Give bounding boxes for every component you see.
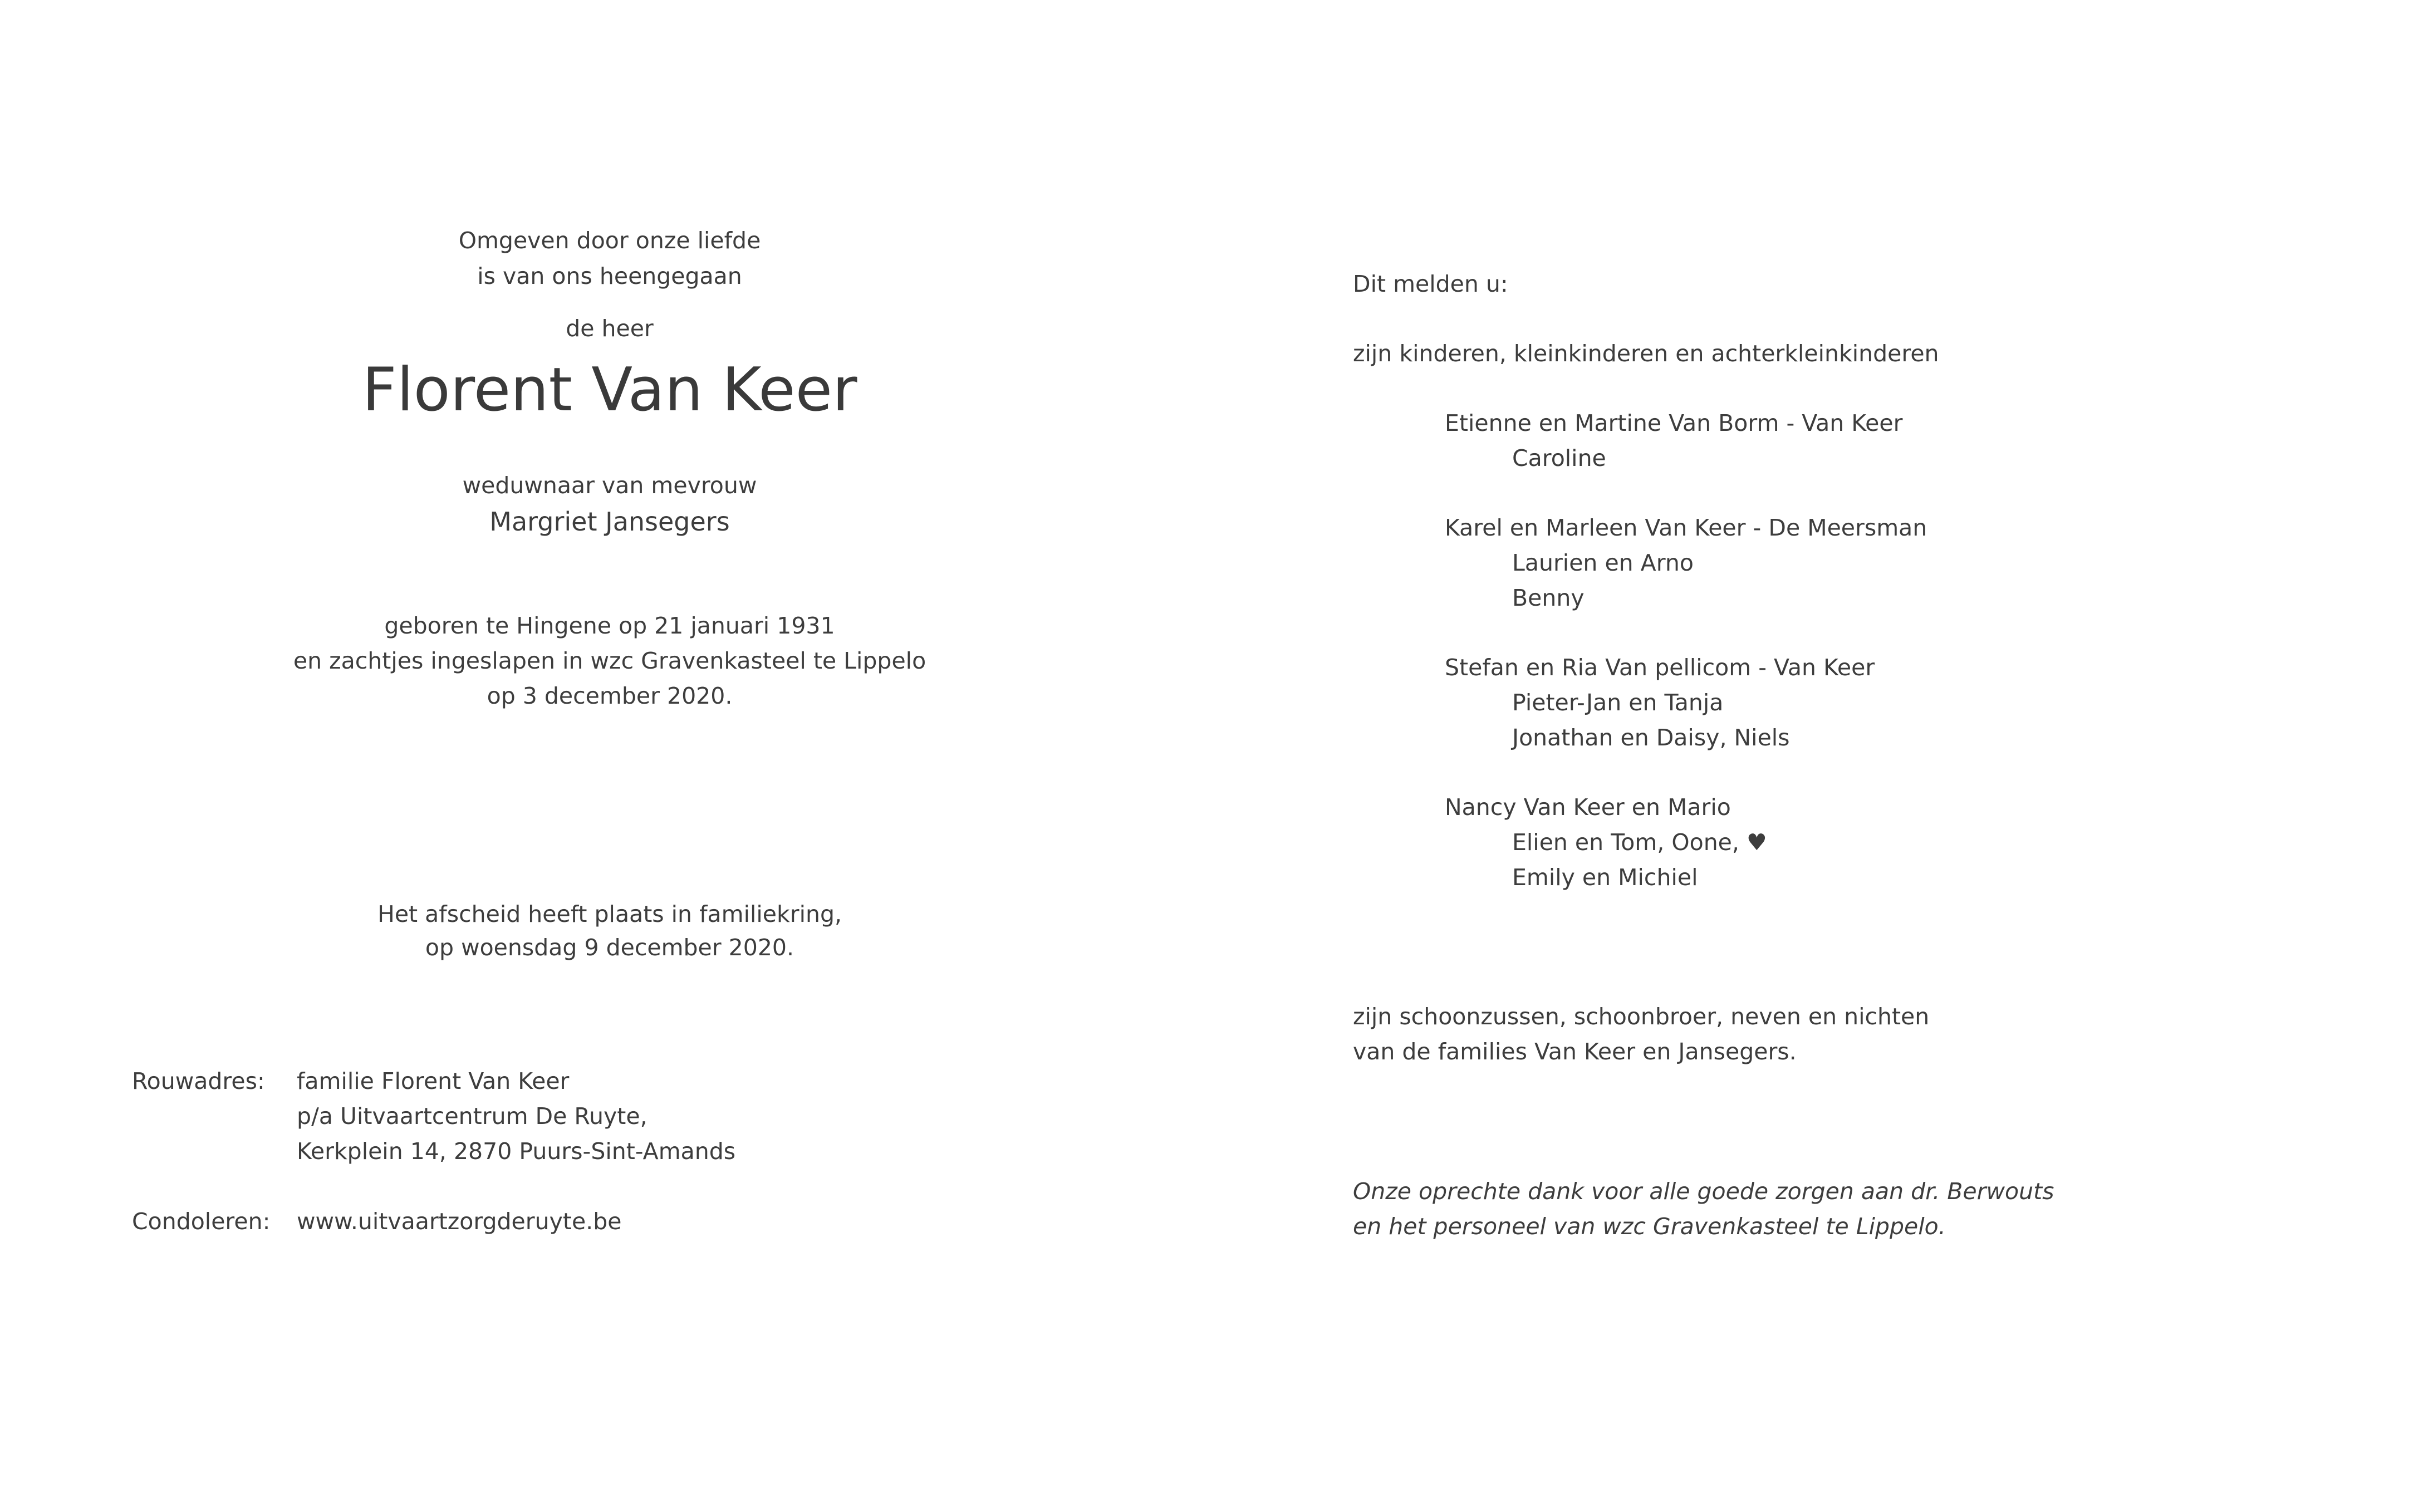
relatives-line-2: van de families Van Keer en Jansegers.: [1353, 1038, 1797, 1065]
family-3-parents: Stefan en Ria Van pellicom - Van Keer: [1445, 654, 1875, 681]
address-label: Rouwadres:: [132, 1068, 265, 1094]
family-2-parents: Karel en Marleen Van Keer - De Meersman: [1445, 514, 1927, 541]
thanks-line-2: en het personeel van wzc Gravenkasteel te Lippelo.: [1353, 1213, 1946, 1240]
farewell-line-2: op woensdag 9 december 2020.: [425, 934, 794, 961]
deceased-name: Florent Van Keer: [362, 355, 857, 425]
address-line-1: familie Florent Van Keer: [297, 1068, 570, 1094]
born-line: geboren te Hingene op 21 januari 1931: [384, 612, 835, 639]
intro-line-1: Omgeven door onze liefde: [458, 227, 761, 254]
family-3-child-2: Jonathan en Daisy, Niels: [1512, 724, 1790, 751]
passed-line: en zachtjes ingeslapen in wzc Gravenkasteel te Lippelo: [293, 647, 926, 674]
condolence-label: Condoleren:: [132, 1208, 271, 1235]
announce-line: Dit melden u:: [1353, 271, 1508, 297]
family-2-child-1: Laurien en Arno: [1512, 549, 1694, 576]
thanks-line-1: Onze oprechte dank voor alle goede zorgen aan dr. Berwouts: [1353, 1178, 2054, 1205]
family-1-child-1: Caroline: [1512, 445, 1606, 472]
farewell-line-1: Het afscheid heeft plaats in familiekring,: [377, 901, 842, 927]
address-line-2: p/a Uitvaartcentrum De Ruyte,: [297, 1103, 648, 1130]
condolence-link[interactable]: www.uitvaartzorgderuyte.be: [297, 1208, 622, 1235]
title-prefix: de heer: [566, 315, 654, 342]
widower-of: weduwnaar van mevrouw: [462, 472, 757, 499]
family-4-child-1: Elien en Tom, Oone, ♥: [1512, 829, 1767, 856]
family-4-parents: Nancy Van Keer en Mario: [1445, 794, 1731, 821]
spouse-name: Margriet Jansegers: [489, 507, 730, 537]
family-3-child-1: Pieter-Jan en Tanja: [1512, 689, 1724, 716]
children-heading: zijn kinderen, kleinkinderen en achterkleinkinderen: [1353, 340, 1939, 367]
family-4-child-2: Emily en Michiel: [1512, 864, 1698, 891]
relatives-line-1: zijn schoonzussen, schoonbroer, neven en nichten: [1353, 1003, 1930, 1030]
family-1-parents: Etienne en Martine Van Borm - Van Keer: [1445, 410, 1903, 436]
address-line-3: Kerkplein 14, 2870 Puurs-Sint-Amands: [297, 1138, 736, 1165]
date-line: op 3 december 2020.: [487, 683, 733, 709]
family-2-child-2: Benny: [1512, 585, 1585, 611]
intro-line-2: is van ons heengegaan: [477, 263, 742, 289]
